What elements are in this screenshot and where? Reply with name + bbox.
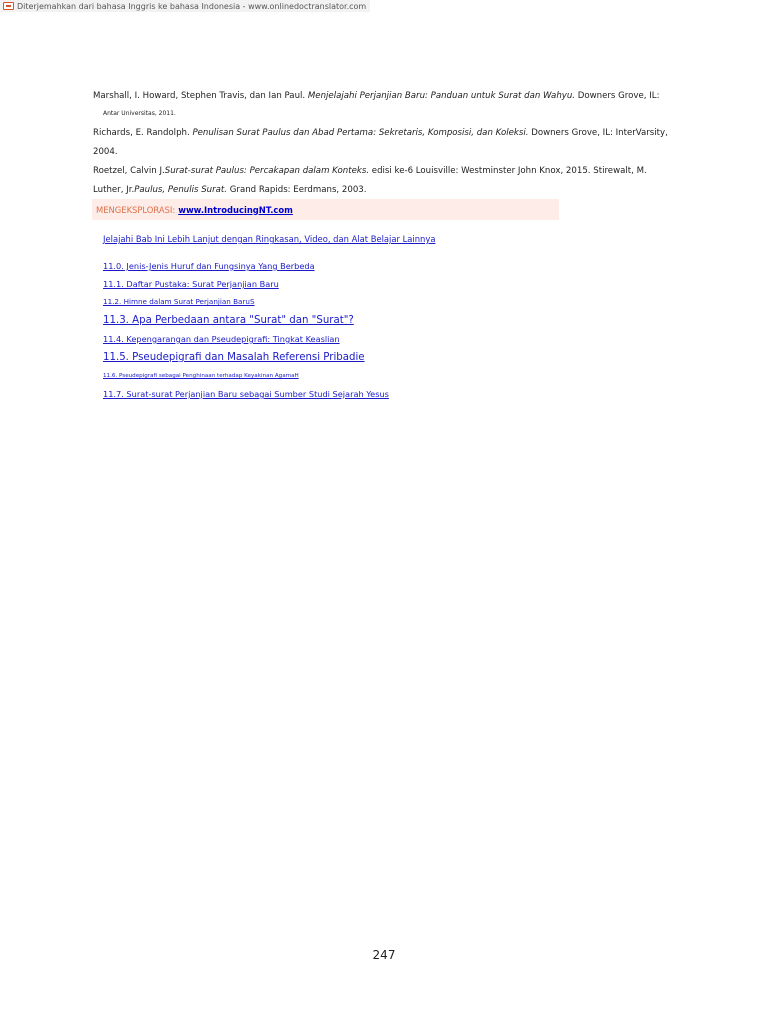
reference-entry: Marshall, I. Howard, Stephen Travis, dan Ian Paul. Menjelajahi Perjanjian Baru: Panduan untuk Surat dan Wahyu. Downers Grove, IL: bbox=[93, 91, 660, 101]
bibliography bbox=[93, 87, 673, 200]
explore-chapter-link[interactable]: Jelajahi Bab Ini Lebih Lanjut dengan Ringkasan, Video, dan Alat Belajar Lainnya bbox=[103, 234, 436, 244]
link-11-7[interactable]: 11.7. Surat-surat Perjanjian Baru sebagai Sumber Studi Sejarah Yesus bbox=[103, 389, 389, 399]
link-11-2[interactable]: 11.2. Himne dalam Surat Perjanjian BaruS bbox=[103, 297, 255, 306]
link-11-0[interactable]: 11.0. Jenis-Jenis Huruf dan Fungsinya Yang Berbeda bbox=[103, 261, 315, 271]
reference-entry: Roetzel, Calvin J.Surat-surat Paulus: Percakapan dalam Konteks. edisi ke-6 Louisville: Westminster John Knox, 2015. Stirewalt, M. Luther, Jr.Paulus, Penulis Surat. Grand Rapids: Eerdmans, 2003. bbox=[93, 166, 647, 195]
translator-logo-icon bbox=[3, 2, 14, 10]
link-11-5[interactable]: 11.5. Pseudepigrafi dan Masalah Referensi Pribadie bbox=[103, 352, 365, 363]
explore-label: MENGEKSPLORASI: bbox=[96, 204, 176, 215]
page-number: 247 bbox=[372, 948, 396, 962]
banner-text: Diterjemahkan dari bahasa Inggris ke bahasa Indonesia - www.onlinedoctranslator.com bbox=[17, 1, 367, 11]
link-11-6[interactable]: 11.6. Pseudepigrafi sebagai Penghinaan terhadap Keyakinan AgamaH bbox=[103, 373, 299, 379]
chapter-links bbox=[103, 234, 435, 403]
link-11-4[interactable]: 11.4. Kepengarangan dan Pseudepigrafi: Tingkat Keaslian bbox=[103, 334, 340, 344]
explore-box bbox=[92, 199, 559, 220]
link-11-3[interactable]: 11.3. Apa Perbedaan antara "Surat" dan "Surat"? bbox=[103, 315, 354, 326]
explore-link[interactable]: www.IntroducingNT.com bbox=[178, 204, 293, 215]
link-11-1[interactable]: 11.1. Daftar Pustaka: Surat Perjanjian Baru bbox=[103, 279, 279, 289]
translation-banner[interactable] bbox=[0, 0, 370, 12]
reference-entry: Richards, E. Randolph. Penulisan Surat Paulus dan Abad Pertama: Sekretaris, Komposisi, dan Koleksi. Downers Grove, IL: InterVarsity, 2004. bbox=[93, 128, 668, 157]
reference-continuation: Antar Universitas, 2011. bbox=[103, 110, 176, 117]
